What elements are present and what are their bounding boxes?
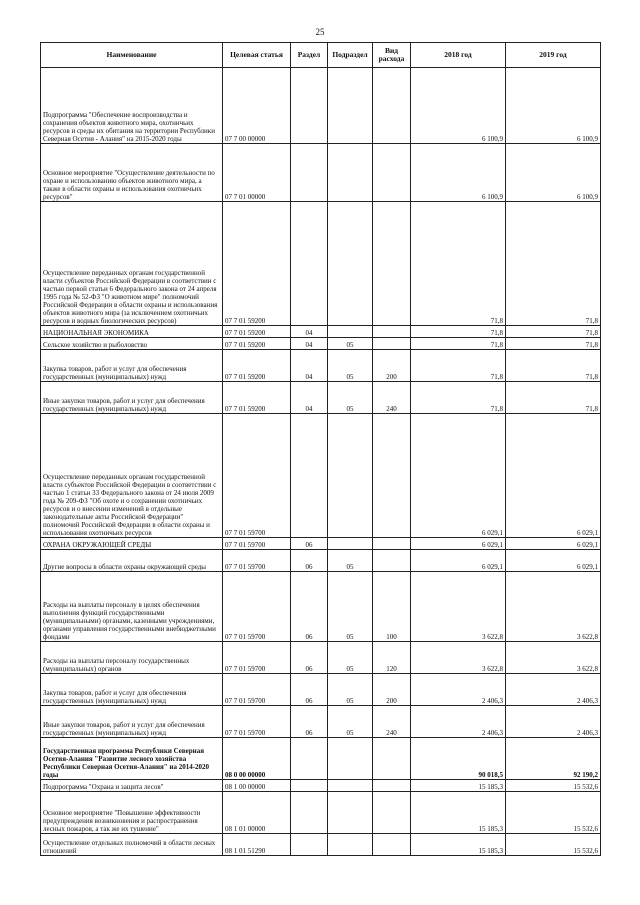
row-subsection: 05: [328, 674, 373, 706]
row-target: 07 7 01 59200: [223, 202, 291, 326]
row-value-2018: 2 406,3: [411, 706, 506, 738]
row-name: Закупка товаров, работ и услуг для обеспечения государственных (муниципальных) нужд: [41, 350, 223, 382]
row-section: [291, 414, 328, 538]
row-value-2018: 71,8: [411, 338, 506, 350]
row-expense-type: 200: [373, 350, 411, 382]
row-value-2018: 15 185,3: [411, 780, 506, 792]
row-value-2018: 15 185,3: [411, 834, 506, 856]
row-value-2018: 3 622,8: [411, 642, 506, 674]
row-expense-type: [373, 834, 411, 856]
row-value-2019: 6 100,9: [506, 144, 601, 202]
row-section: 04: [291, 382, 328, 414]
row-name: Основное мероприятие "Осуществление деятельности по охране и использованию объектов животного мира, а также в области охраны и использования охотничьих ресурсов": [41, 144, 223, 202]
row-subsection: [328, 538, 373, 550]
row-subsection: [328, 834, 373, 856]
row-target: 07 7 01 59200: [223, 350, 291, 382]
table-row: [41, 68, 601, 144]
header-name: Наименование: [41, 43, 223, 68]
row-value-2019: 2 406,3: [506, 706, 601, 738]
row-value-2018: 6 100,9: [411, 144, 506, 202]
row-section: 06: [291, 706, 328, 738]
row-subsection: [328, 202, 373, 326]
row-value-2019: 3 622,8: [506, 572, 601, 642]
row-name: Закупка товаров, работ и услуг для обеспечения государственных (муниципальных) нужд: [41, 674, 223, 706]
row-value-2018: 71,8: [411, 202, 506, 326]
row-section: [291, 738, 328, 780]
row-value-2019: 6 029,1: [506, 414, 601, 538]
table-header-row: [41, 43, 601, 68]
row-section: [291, 834, 328, 856]
row-section: 04: [291, 338, 328, 350]
table-row: [41, 350, 601, 382]
row-target: 07 7 01 59700: [223, 414, 291, 538]
row-target: 07 7 01 59700: [223, 550, 291, 572]
table-row: [41, 326, 601, 338]
row-expense-type: [373, 792, 411, 834]
row-subsection: [328, 780, 373, 792]
table-row: [41, 674, 601, 706]
row-target: 07 7 01 59700: [223, 706, 291, 738]
row-value-2019: 71,8: [506, 338, 601, 350]
header-target: Целевая статья: [223, 43, 291, 68]
header-2019: 2019 год: [506, 43, 601, 68]
row-value-2019: 15 532,6: [506, 792, 601, 834]
row-name: ОХРАНА ОКРУЖАЮЩЕЙ СРЕДЫ: [41, 538, 223, 550]
row-value-2018: 90 018,5: [411, 738, 506, 780]
row-section: 04: [291, 326, 328, 338]
row-subsection: 05: [328, 706, 373, 738]
row-name: НАЦИОНАЛЬНАЯ ЭКОНОМИКА: [41, 326, 223, 338]
row-expense-type: [373, 338, 411, 350]
row-value-2019: 15 532,6: [506, 780, 601, 792]
row-section: 06: [291, 572, 328, 642]
row-value-2019: 6 100,9: [506, 68, 601, 144]
row-target: 08 1 01 00000: [223, 792, 291, 834]
row-section: [291, 68, 328, 144]
row-expense-type: 120: [373, 642, 411, 674]
header-subsection: Подраздел: [328, 43, 373, 68]
row-value-2018: 71,8: [411, 350, 506, 382]
row-subsection: [328, 144, 373, 202]
row-target: 07 7 01 59200: [223, 326, 291, 338]
row-subsection: [328, 738, 373, 780]
table-row: [41, 572, 601, 642]
table-row: [41, 144, 601, 202]
row-name: Осуществление переданных органам государственной власти субъектов Российской Федерации в соответствии с частью 1 статьи 33 Федерального закона от 24 июля 2009 года № 209-ФЗ "Об охоте и о сохранении охотничьих ресурсов и о внесении изменений в отдельные законодательные акты Российской Федерации" полномочий Российской Федерации в области охраны и использования охотничьих ресурсов: [41, 414, 223, 538]
row-target: 07 7 01 00000: [223, 144, 291, 202]
row-value-2018: 6 029,1: [411, 414, 506, 538]
row-name: Иные закупки товаров, работ и услуг для обеспечения государственных (муниципальных) нужд: [41, 706, 223, 738]
row-value-2018: 6 029,1: [411, 550, 506, 572]
row-expense-type: [373, 550, 411, 572]
table-row: [41, 642, 601, 674]
row-expense-type: [373, 414, 411, 538]
row-name: Осуществление переданных органам государственной власти субъектов Российской Федерации в соответствии с частью первой статьи 6 Федерального закона от 24 апреля 1995 года № 52-ФЗ "О животном мире" полномочий Российской Федерации в области охраны и использования объектов животного мира (за исключением охотничьих ресурсов и водных биологических ресурсов): [41, 202, 223, 326]
table-row: [41, 382, 601, 414]
row-section: 06: [291, 674, 328, 706]
table-row: [41, 202, 601, 326]
row-name: Расходы на выплаты персоналу государственных (муниципальных) органов: [41, 642, 223, 674]
row-subsection: [328, 326, 373, 338]
row-expense-type: 200: [373, 674, 411, 706]
row-target: 08 1 00 00000: [223, 780, 291, 792]
row-value-2019: 6 029,1: [506, 538, 601, 550]
row-target: 07 7 01 59700: [223, 538, 291, 550]
row-value-2018: 2 406,3: [411, 674, 506, 706]
row-section: 04: [291, 350, 328, 382]
table-row: [41, 738, 601, 780]
row-target: 08 0 00 00000: [223, 738, 291, 780]
row-subsection: [328, 414, 373, 538]
table-row: [41, 538, 601, 550]
row-value-2019: 6 029,1: [506, 550, 601, 572]
row-target: 07 7 01 59700: [223, 642, 291, 674]
row-section: [291, 144, 328, 202]
row-expense-type: 100: [373, 572, 411, 642]
row-section: [291, 792, 328, 834]
table-row: [41, 792, 601, 834]
row-value-2018: 71,8: [411, 326, 506, 338]
row-section: 06: [291, 550, 328, 572]
row-subsection: 05: [328, 350, 373, 382]
row-section: 06: [291, 642, 328, 674]
table-row: [41, 414, 601, 538]
row-expense-type: [373, 538, 411, 550]
row-expense-type: [373, 326, 411, 338]
row-name: Государственная программа Республики Северная Осетия-Алания "Развитие лесного хозяйства Республики Северная Осетия-Алания" на 2014-2020 годы: [41, 738, 223, 780]
page-number: 25: [315, 27, 325, 37]
row-name: Сельское хозяйство и рыболовство: [41, 338, 223, 350]
row-subsection: 05: [328, 382, 373, 414]
row-name: Основное мероприятие "Повышение эффективности предупреждения возникновения и распространения лесных пожаров, а так же их тушение": [41, 792, 223, 834]
row-value-2019: 71,8: [506, 350, 601, 382]
header-section: Раздел: [291, 43, 328, 68]
row-value-2019: 3 622,8: [506, 642, 601, 674]
row-name: Расходы на выплаты персоналу в целях обеспечения выполнения функций государственными (муниципальными) органами, казенными учреждениями, органами управления государственными внебюджетными фондами: [41, 572, 223, 642]
row-section: [291, 202, 328, 326]
row-section: 06: [291, 538, 328, 550]
row-target: 07 7 01 59200: [223, 382, 291, 414]
row-expense-type: [373, 68, 411, 144]
table-row: [41, 780, 601, 792]
row-expense-type: 240: [373, 382, 411, 414]
row-name: Подпрограмма "Охрана и защита лесов": [41, 780, 223, 792]
row-subsection: [328, 68, 373, 144]
table-body: [41, 68, 601, 856]
row-target: 07 7 01 59700: [223, 572, 291, 642]
row-name: Иные закупки товаров, работ и услуг для обеспечения государственных (муниципальных) нужд: [41, 382, 223, 414]
row-subsection: 05: [328, 642, 373, 674]
row-value-2018: 3 622,8: [411, 572, 506, 642]
row-value-2019: 71,8: [506, 202, 601, 326]
table-row: [41, 338, 601, 350]
row-subsection: 05: [328, 550, 373, 572]
table-row: [41, 706, 601, 738]
row-target: 07 7 00 00000: [223, 68, 291, 144]
row-subsection: 05: [328, 338, 373, 350]
table-row: [41, 834, 601, 856]
header-2018: 2018 год: [411, 43, 506, 68]
row-value-2018: 6 029,1: [411, 538, 506, 550]
row-subsection: [328, 792, 373, 834]
row-name: Другие вопросы в области охраны окружающей среды: [41, 550, 223, 572]
row-value-2019: 2 406,3: [506, 674, 601, 706]
row-value-2019: 71,8: [506, 382, 601, 414]
row-expense-type: 240: [373, 706, 411, 738]
row-expense-type: [373, 738, 411, 780]
header-expense-type: Вид расхода: [373, 43, 411, 68]
row-value-2018: 6 100,9: [411, 68, 506, 144]
row-subsection: 05: [328, 572, 373, 642]
row-value-2018: 15 185,3: [411, 792, 506, 834]
row-target: 07 7 01 59700: [223, 674, 291, 706]
row-value-2018: 71,8: [411, 382, 506, 414]
row-section: [291, 780, 328, 792]
row-expense-type: [373, 144, 411, 202]
row-name: Подпрограмма "Обеспечение воспроизводства и сохранения объектов животного мира, охотничьих ресурсов и среды их обитания на территории Республики Северная Осетия - Алания" на 2015-2020 годы: [41, 68, 223, 144]
row-value-2019: 92 190,2: [506, 738, 601, 780]
row-target: 07 7 01 59200: [223, 338, 291, 350]
row-name: Осуществление отдельных полномочий в области лесных отношений: [41, 834, 223, 856]
budget-table: [40, 42, 601, 856]
row-expense-type: [373, 780, 411, 792]
table-row: [41, 550, 601, 572]
row-target: 08 1 01 51290: [223, 834, 291, 856]
row-expense-type: [373, 202, 411, 326]
row-value-2019: 15 532,6: [506, 834, 601, 856]
row-value-2019: 71,8: [506, 326, 601, 338]
